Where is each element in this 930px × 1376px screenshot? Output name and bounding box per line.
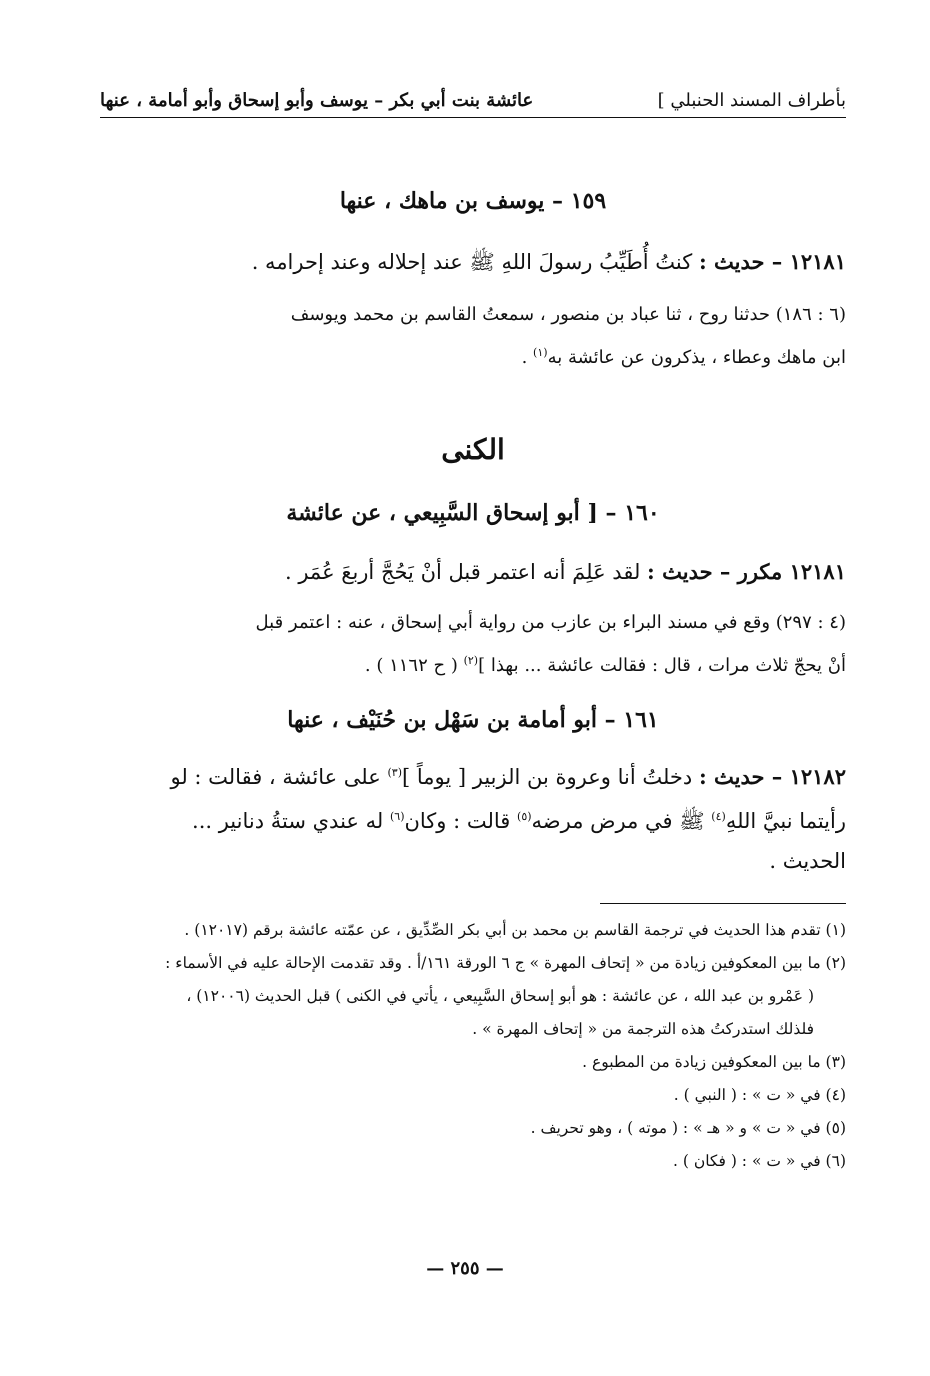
hadith-12181-repeat	[100, 552, 846, 592]
reference-line: (٦ : ١٨٦) حدثنا روح ، ثنا عباد بن منصور ، سمعتُ القاسم بن محمد ويوسف	[290, 304, 846, 325]
hadith-text: دخلتُ أنا وعروة بن الزبير [ يوماً ]	[401, 765, 693, 789]
footnote-marker: (٣)	[387, 766, 402, 779]
footnote-1: (١) تقدم هذا الحديث في ترجمة القاسم بن محمد بن أبي بكر الصِّدِّيق ، عن عمّته عائشة برقم (١٢٠١٧) .	[184, 921, 846, 939]
footnote-marker: (٥)	[517, 810, 532, 823]
footnote-marker: (١)	[533, 346, 548, 359]
footnote-5: (٥) في « ت » و « هـ » : ( موته ) ، وهو تحريف .	[530, 1119, 846, 1137]
hadith-reference	[100, 296, 846, 377]
hadith-text: الحديث .	[769, 849, 846, 873]
reference-line: أنْ يحجّ ثلاث مرات ، قال : فقالت عائشة ... بهذا ]	[478, 655, 846, 676]
hadith-text: قالت : وكان	[404, 809, 518, 833]
hadith-text: على عائشة ، فقالت : لو	[170, 765, 388, 789]
hadith-text: له عندي ستةُ دنانير ...	[192, 809, 390, 833]
part-title-kuna: الكنى	[441, 433, 505, 466]
hadith-12182	[100, 753, 846, 881]
footnote-2-continued: ( عَمْرو بن عبد الله ، عن عائشة : هو أبو إسحاق السَّبِيعي ، يأتي في الكنى ) قبل الحديث (١٢٠٠٦) ،	[186, 987, 814, 1005]
chapter-title-160: ١٦٠ – [ أبو إسحاق السَّبِيعي ، عن عائشة	[286, 500, 660, 526]
hadith-text: لقد عَلِمَ أنه اعتمر قبل أنْ يَحُجَّ أربعَ عُمَر .	[284, 560, 641, 584]
page-number: — ٢٥٥ —	[426, 1258, 504, 1279]
footnote-6: (٦) في « ت » : ( فكان ) .	[673, 1152, 846, 1170]
hadith-number: ١٢١٨١ مكرر – حديث :	[647, 559, 846, 584]
hadith-12181	[100, 242, 846, 282]
hadith-text: ﷺ في مرض مرضه	[531, 809, 712, 833]
footnotes	[100, 914, 846, 1178]
page-body	[100, 90, 846, 1178]
footnote-marker: (٦)	[389, 810, 405, 823]
hadith-text: رأيتما نبيَّ اللهِ	[725, 809, 846, 833]
hadith-text: كنتُ أُطَيِّبُ رسولَ اللهِ ﷺ عند إحلاله وعند إحرامه .	[251, 250, 693, 274]
reference-end: .	[521, 347, 534, 368]
footnote-3: (٣) ما بين المعكوفين زيادة من المطبوع .	[582, 1053, 846, 1071]
reference-end: ( ح ١١٦٢ ) .	[364, 655, 464, 676]
reference-line: ابن ماهك وعطاء ، يذكرون عن عائشة به	[547, 347, 846, 368]
chapter-title-159: ١٥٩ – يوسف بن ماهك ، عنها	[339, 188, 607, 214]
reference-line: (٤ : ٢٩٧) وقع في مسند البراء بن عازب من رواية أبي إسحاق ، عنه : اعتمر قبل	[255, 612, 846, 633]
footnote-2: (٢) ما بين المعكوفين زيادة من « إتحاف المهرة » ج ٦ الورقة ١٦١/أ . وقد تقدمت الإحالة عليه في الأسماء :	[165, 954, 846, 972]
running-header	[100, 90, 846, 118]
chapter-title-161: ١٦١ – أبو أمامة بن سَهْل بن حُنَيْف ، عنها	[287, 707, 659, 733]
hadith-number: ١٢١٨١ – حديث :	[698, 249, 846, 274]
hadith-number: ١٢١٨٢ – حديث :	[698, 764, 846, 789]
footnote-2-continued: فلذلك استدركتُ هذه الترجمة من « إتحاف المهرة » .	[472, 1020, 814, 1038]
header-book-title: بأطراف المسند الحنبلي ]	[657, 90, 846, 111]
hadith-reference	[100, 604, 846, 685]
footnote-marker: (٤)	[711, 810, 726, 823]
footnote-marker: (٢)	[463, 654, 479, 667]
header-section-title: عائشة بنت أبي بكر – يوسف وأبو إسحاق وأبو أمامة ، عنها	[100, 90, 534, 111]
footnote-4: (٤) في « ت » : ( النبي ) .	[673, 1086, 846, 1104]
